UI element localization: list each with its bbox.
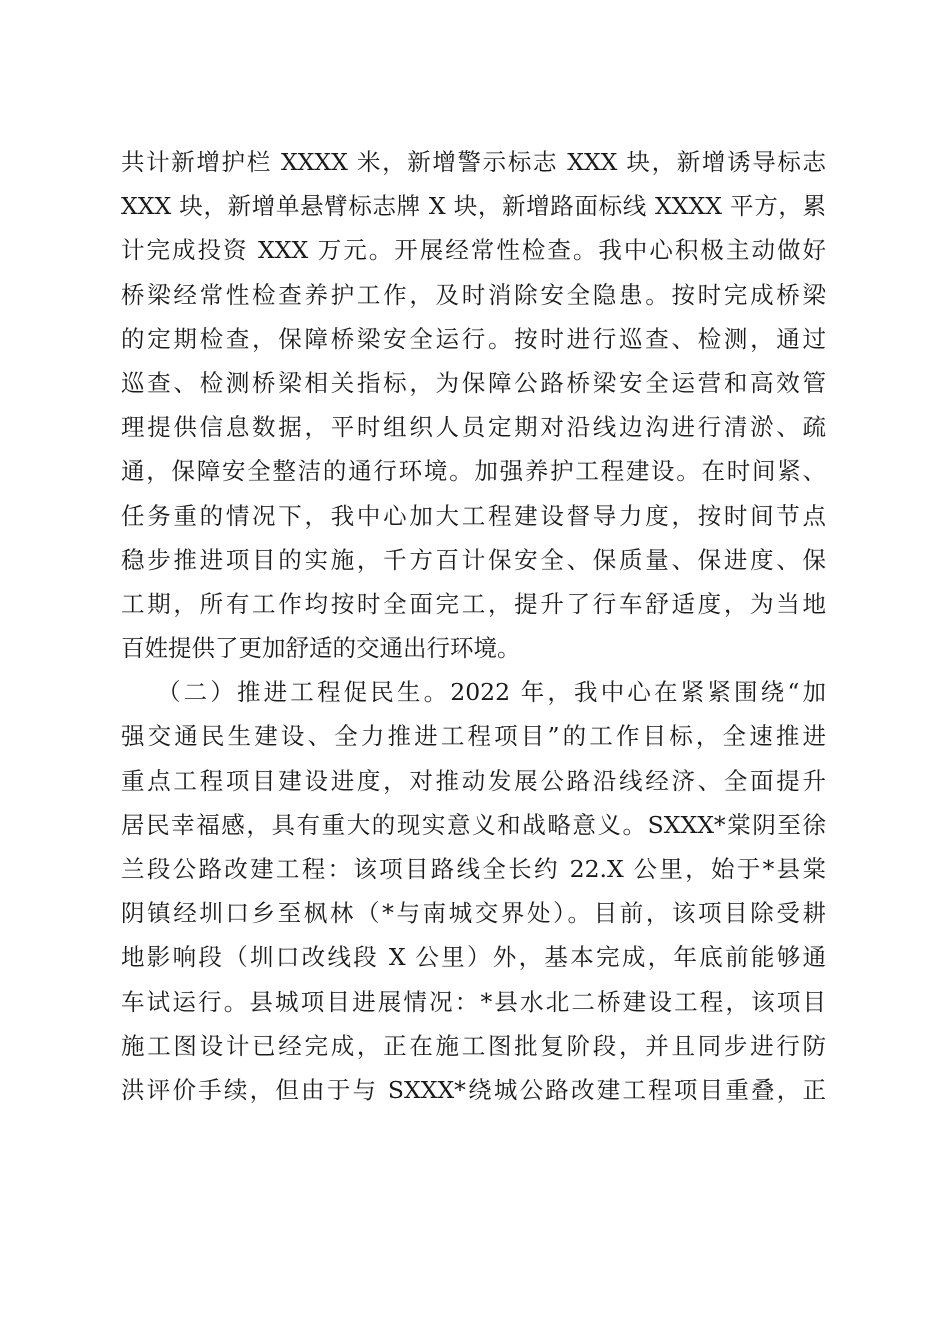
text-line: 通，保障安全整洁的通行环境。加强养护工程建设。在时间紧、	[121, 457, 826, 486]
text-line: 计完成投资 XXX 万元。开展经常性检查。我中心积极主动做好	[121, 236, 826, 265]
text-line: 共计新增护栏 XXXX 米，新增警示标志 XXX 块，新增诱导标志	[121, 148, 826, 176]
text-line: 施工图设计已经完成，正在施工图批复阶段，并且同步进行防	[121, 1031, 826, 1060]
text-line: 地影响段（圳口改线段 X 公里）外，基本完成，年底前能够通	[121, 943, 826, 972]
text-line: 稳步推进项目的实施，千方百计保安全、保质量、保进度、保	[121, 545, 826, 574]
text-line: 洪评价手续，但由于与 SXXX*绕城公路改建工程项目重叠，正	[121, 1075, 826, 1104]
text-line: 阴镇经圳口乡至枫林（*与南城交界处）。目前，该项目除受耕	[121, 899, 826, 928]
text-line: 强交通民生建设、全力推进工程项目”的工作目标，全速推进	[121, 722, 826, 751]
text-line: 巡查、检测桥梁相关指标，为保障公路桥梁安全运营和高效管	[121, 368, 826, 397]
text-line: 任务重的情况下，我中心加大工程建设督导力度，按时间节点	[121, 501, 826, 530]
document-body	[121, 140, 826, 1112]
text-line: 桥梁经常性检查养护工作，及时消除安全隐患。按时完成桥梁	[121, 280, 826, 309]
section-heading-line: （二）推进工程促民生。2022 年，我中心在紧紧围绕“加	[157, 678, 826, 707]
text-line: 重点工程项目建设进度，对推动发展公路沿线经济、全面提升	[121, 766, 826, 795]
text-line: 兰段公路改建工程：该项目路线全长约 22.X 公里，始于*县棠	[121, 855, 826, 883]
text-line: 工期，所有工作均按时全面完工，提升了行车舒适度，为当地	[121, 589, 826, 618]
text-line: 理提供信息数据，平时组织人员定期对沿线边沟进行清淤、疏	[121, 413, 826, 442]
text-line: XXX 块，新增单悬臂标志牌 X 块，新增路面标线 XXXX 平方，累	[121, 192, 826, 221]
paragraph-end-line: 百姓提供了更加舒适的交通出行环境。	[121, 634, 521, 663]
text-line: 居民幸福感，具有重大的现实意义和战略意义。SXXX*棠阴至徐	[121, 810, 826, 839]
text-line: 车试运行。县城项目进展情况：*县水北二桥建设工程，该项目	[121, 987, 826, 1016]
text-line: 的定期检查，保障桥梁安全运行。按时进行巡查、检测，通过	[121, 324, 826, 353]
